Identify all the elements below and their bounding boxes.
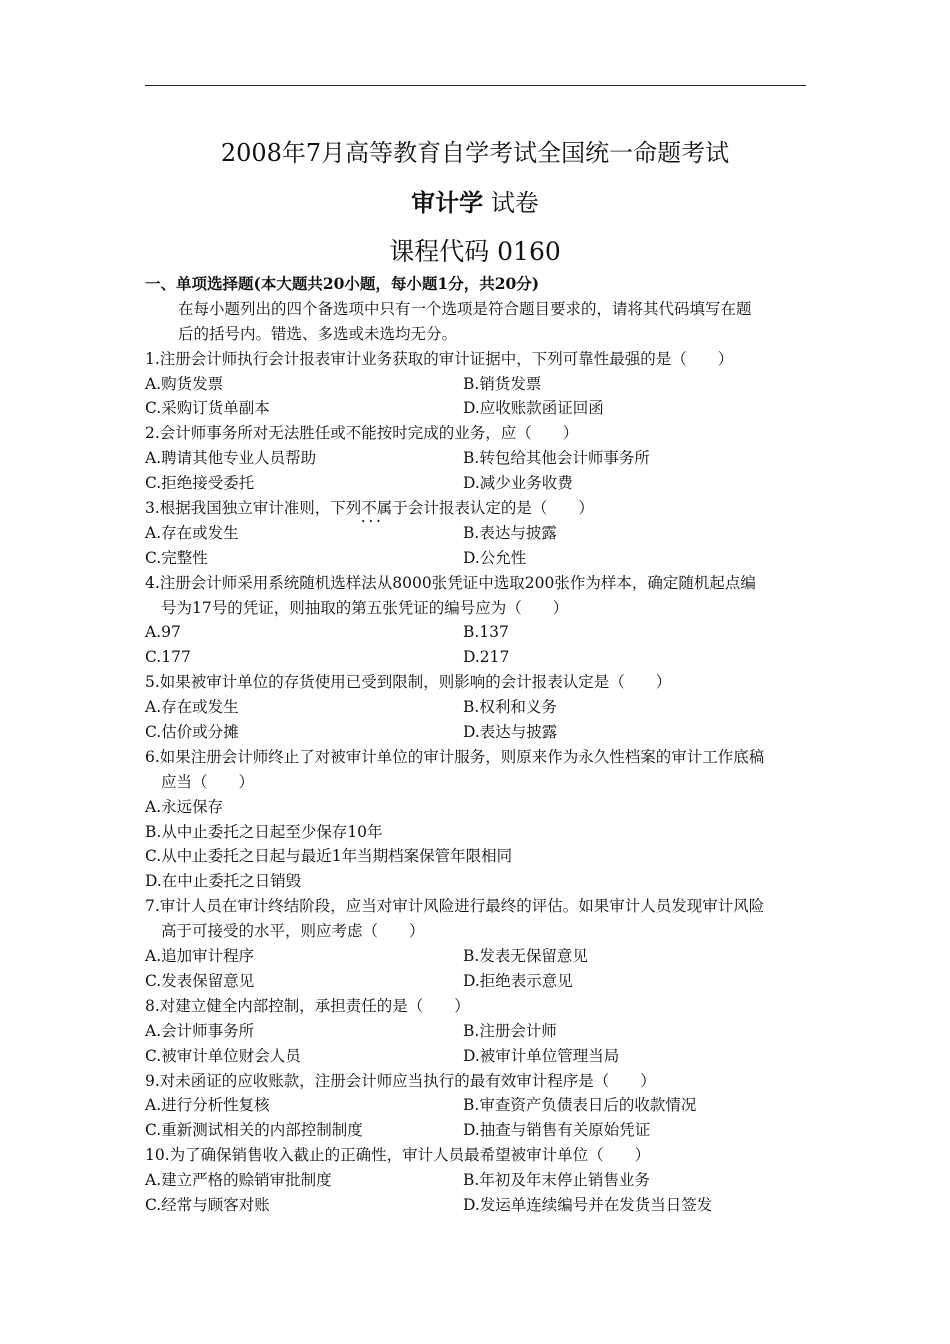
question-7-options-row-1	[145, 944, 806, 969]
question-7-option-c: C.发表保留意见	[145, 971, 255, 990]
question-2-options-row-1	[145, 446, 806, 471]
question-6-option-c: C.从中止委托之日起与最近1年当期档案保管年限相同	[145, 847, 513, 866]
question-9-options-row-1	[145, 1093, 806, 1118]
question-3-stem-emphasis: 不属于 · · ·	[361, 499, 408, 517]
question-3-options-row-2	[145, 546, 806, 571]
question-7-stem-1: 7.审计人员在审计终结阶段，应当对审计风险进行最终的评估。如果审计人员发现审计风险	[145, 897, 765, 916]
question-5-option-b: B.权利和义务	[463, 698, 557, 717]
question-5-options-row-1	[145, 695, 806, 720]
question-9-option-c: C.重新测试相关的内部控制制度	[145, 1121, 363, 1140]
question-8-option-c: C.被审计单位财会人员	[145, 1046, 301, 1065]
question-10-options-row-1	[145, 1168, 806, 1193]
question-8-option-b: B.注册会计师	[463, 1021, 557, 1040]
question-10-stem: 10.为了确保销售收入截止的正确性，审计人员最希望被审计单位（ ）	[145, 1146, 651, 1165]
question-2-option-b: B.转包给其他会计师事务所	[463, 449, 650, 468]
question-3-stem	[145, 496, 806, 521]
question-10-option-b: B.年初及年末停止销售业务	[463, 1171, 650, 1190]
question-5-stem: 5.如果被审计单位的存货使用已受到限制，则影响的会计报表认定是（ ）	[145, 673, 672, 692]
question-6-stem-2: 应当（ ）	[161, 772, 255, 791]
question-8-options-row-1	[145, 1019, 806, 1044]
question-1-option-c: C.采购订货单副本	[145, 399, 270, 418]
question-4-option-b: B.137	[463, 623, 509, 642]
question-1-options-row-2	[145, 396, 806, 421]
question-1-options-row-1	[145, 372, 806, 397]
question-4-stem-1: 4.注册会计师采用系统随机选样法从8000张凭证中选取200张作为样本，确定随机起点编	[145, 573, 756, 592]
question-4-options-row-1	[145, 620, 806, 645]
question-9-options-row-2	[145, 1118, 806, 1143]
question-3-option-c: C.完整性	[145, 548, 208, 567]
section-instruction-2: 后的括号内。错选、多选或未选均无分。	[178, 324, 458, 343]
question-4-option-d: D.217	[463, 648, 510, 667]
exam-title: 2008年7月高等教育自学考试全国统一命题考试	[220, 139, 730, 167]
question-7-option-b: B.发表无保留意见	[463, 947, 588, 966]
question-9-option-a: A.进行分析性复核	[145, 1096, 270, 1115]
question-10-option-d: D.发运单连续编号并在发货当日签发	[463, 1195, 713, 1214]
question-2-option-d: D.减少业务收费	[463, 474, 573, 493]
question-3-option-a: A.存在或发生	[145, 523, 239, 542]
question-5-options-row-2	[145, 720, 806, 745]
question-8-option-a: A.会计师事务所	[145, 1021, 255, 1040]
question-1-stem: 1.注册会计师执行会计报表审计业务获取的审计证据中，下列可靠性最强的是（ ）	[145, 349, 734, 368]
question-5-option-a: A.存在或发生	[145, 698, 239, 717]
exam-body	[145, 272, 806, 1218]
question-4-options-row-2	[145, 645, 806, 670]
question-9-stem: 9.对未函证的应收账款，注册会计师应当执行的最有效审计程序是（ ）	[145, 1071, 656, 1090]
question-5-option-d: D.表达与披露	[463, 723, 558, 742]
header-rule	[145, 85, 806, 86]
question-10-option-a: A.建立严格的赊销审批制度	[145, 1171, 332, 1190]
question-9-option-b: B.审查资产负债表日后的收款情况	[463, 1096, 697, 1115]
question-8-stem: 8.对建立健全内部控制，承担责任的是（ ）	[145, 996, 470, 1015]
question-3-stem-post: 会计报表认定的是（ ）	[407, 499, 594, 518]
question-8-options-row-2	[145, 1044, 806, 1069]
question-9-option-d: D.抽查与销售有关原始凭证	[463, 1121, 651, 1140]
question-4-option-a: A.97	[145, 623, 181, 642]
question-4-option-c: C.177	[145, 648, 191, 667]
question-6-option-d: D.在中止委托之日销毁	[145, 872, 302, 891]
subject-suffix: 试卷	[490, 189, 539, 217]
question-2-option-c: C.拒绝接受委托	[145, 474, 255, 493]
question-3-option-b: B.表达与披露	[463, 523, 557, 542]
question-5-option-c: C.估价或分摊	[145, 723, 239, 742]
question-10-options-row-2	[145, 1193, 806, 1218]
question-7-option-d: D.拒绝表示意见	[463, 971, 573, 990]
course-code: 课程代码 0160	[389, 237, 561, 266]
question-6-stem-1: 6.如果注册会计师终止了对被审计单位的审计服务，则原来作为永久性档案的审计工作底稿	[145, 747, 765, 766]
question-3-option-d: D.公允性	[463, 548, 527, 567]
subject-name: 审计学	[411, 188, 484, 217]
question-7-stem-2: 高于可接受的水平，则应考虑（ ）	[161, 922, 425, 941]
question-2-option-a: A.聘请其他专业人员帮助	[145, 449, 317, 468]
question-4-stem-2: 号为17号的凭证，则抽取的第五张凭证的编号应为（ ）	[161, 598, 569, 617]
section-heading: 一、单项选择题(本大题共20小题，每小题1分，共20分)	[145, 274, 540, 293]
question-2-options-row-2	[145, 471, 806, 496]
question-1-option-b: B.销货发票	[463, 374, 542, 393]
question-6-option-a: A.永远保存	[145, 797, 224, 816]
section-instruction-1: 在每小题列出的四个备选项中只有一个选项是符合题目要求的，请将其代码填写在题	[178, 299, 752, 318]
question-3-stem-pre: 3.根据我国独立审计准则，下列	[145, 499, 362, 518]
subject-title	[0, 183, 950, 218]
question-3-options-row-1	[145, 521, 806, 546]
question-6-option-b: B.从中止委托之日起至少保存10年	[145, 822, 383, 841]
question-1-option-d: D.应收账款函证回函	[463, 399, 604, 418]
question-7-options-row-2	[145, 969, 806, 994]
question-8-option-d: D.被审计单位管理当局	[463, 1046, 620, 1065]
question-1-option-a: A.购货发票	[145, 374, 224, 393]
question-7-option-a: A.追加审计程序	[145, 947, 255, 966]
question-10-option-c: C.经常与顾客对账	[145, 1195, 270, 1214]
question-2-stem: 2.会计师事务所对无法胜任或不能按时完成的业务，应（ ）	[145, 424, 579, 443]
